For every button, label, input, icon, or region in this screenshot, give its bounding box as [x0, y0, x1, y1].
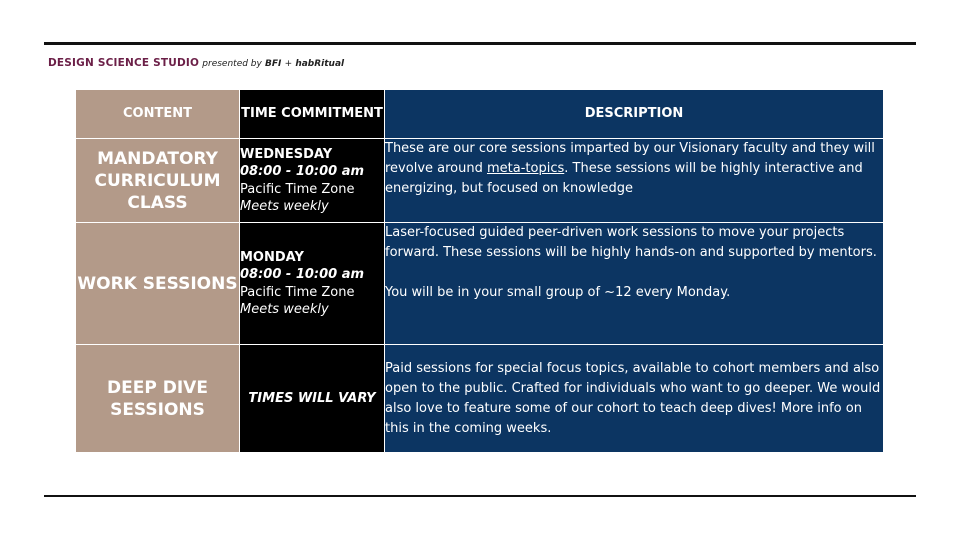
time-zone: Pacific Time Zone — [240, 181, 355, 197]
studio-title: DESIGN SCIENCE STUDIO — [48, 57, 200, 69]
desc-paragraph: You will be in your small group of ~12 every Monday. — [385, 285, 731, 300]
time-hours: 08:00 - 10:00 am — [240, 267, 365, 282]
presented-by-text: presented by — [202, 59, 262, 69]
desc-text: These are our core sessions imparted by our Visionary faculty and they will revolve around — [385, 141, 875, 176]
header-content: CONTENT — [76, 90, 240, 139]
slide-header — [48, 57, 344, 69]
time-day: WEDNESDAY — [240, 146, 333, 162]
row-content-mandatory: MANDATORY CURRICULUM CLASS — [76, 139, 240, 223]
header-time-commitment: TIME COMMITMENT — [240, 90, 385, 139]
time-zone: Pacific Time Zone — [240, 284, 355, 300]
table-row — [76, 223, 884, 345]
meta-topics-link[interactable]: meta-topics — [486, 161, 565, 176]
schedule-table — [75, 89, 884, 453]
time-frequency: Meets weekly — [240, 199, 329, 214]
row-time-mandatory — [240, 139, 385, 223]
row-desc-work — [385, 223, 884, 345]
time-note: TIMES WILL VARY — [248, 390, 376, 406]
header-description: DESCRIPTION — [385, 90, 884, 139]
bottom-divider — [44, 495, 916, 497]
top-divider — [44, 42, 916, 45]
time-day: MONDAY — [240, 249, 304, 265]
table-header-row — [76, 90, 884, 139]
row-content-work: WORK SESSIONS — [76, 223, 240, 345]
time-frequency: Meets weekly — [240, 302, 329, 317]
desc-paragraph: Laser-focused guided peer-driven work sessions to move your projects forward. These sessions will be highly hands-on and supported by mentors. — [385, 225, 877, 260]
partner-habritual: habRitual — [295, 59, 345, 69]
row-time-deep-dive — [240, 345, 385, 453]
table-row — [76, 139, 884, 223]
row-content-deep-dive: DEEP DIVE SESSIONS — [76, 345, 240, 453]
table-row — [76, 345, 884, 453]
desc-text: . These sessions will be highly interactive and energizing, but focused on knowledge — [385, 161, 863, 196]
partner-bfi: BFI — [265, 59, 282, 69]
row-time-work — [240, 223, 385, 345]
time-hours: 08:00 - 10:00 am — [240, 164, 365, 179]
row-desc-mandatory — [385, 139, 884, 223]
plus-sign: + — [284, 59, 293, 69]
row-desc-deep-dive: Paid sessions for special focus topics, available to cohort members and also open to the public. Crafted for individuals who want to go deeper. We would also love to feature some of our cohort to teach deep dives! More info on this in the coming weeks. — [385, 345, 884, 453]
